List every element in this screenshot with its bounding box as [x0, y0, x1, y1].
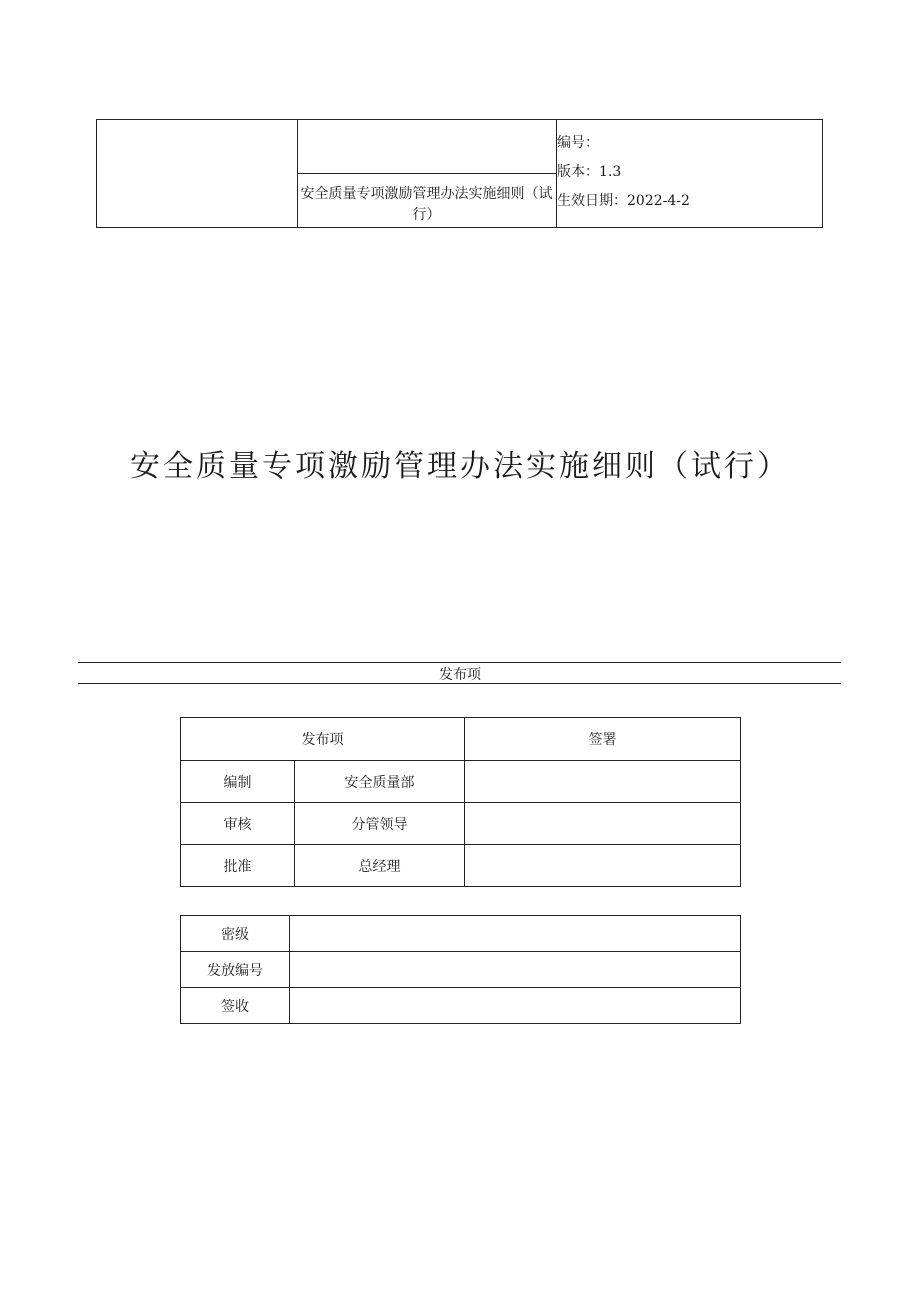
divider [297, 173, 556, 174]
row-label: 密级 [181, 916, 290, 952]
header-doc-title: 安全质量专项激励管理办法实施细则（试行） [300, 186, 553, 223]
table-row [181, 845, 741, 887]
column-header-sign: 签署 [465, 718, 741, 761]
signature-cell [465, 803, 741, 845]
doc-meta-cell [557, 120, 822, 227]
logo-cell [97, 120, 298, 227]
doc-number-label: 编号： [557, 135, 599, 151]
table-row [181, 761, 741, 803]
row-action: 编制 [181, 761, 295, 803]
row-owner: 总经理 [295, 845, 465, 887]
release-table [180, 717, 741, 887]
distribution-table [180, 915, 741, 1024]
signature-cell [465, 761, 741, 803]
column-header-release: 发布项 [181, 718, 465, 761]
table-row [181, 803, 741, 845]
header-table [96, 119, 823, 228]
row-action: 批准 [181, 845, 295, 887]
banner-top-rule [78, 662, 841, 663]
page-title: 安全质量专项激励管理办法实施细则（试行） [130, 449, 790, 484]
doc-version-label: 版本：1.3 [557, 164, 622, 180]
row-action: 审核 [181, 803, 295, 845]
value-cell [290, 952, 741, 988]
value-cell [290, 988, 741, 1024]
table-header-row [181, 718, 741, 761]
value-cell [290, 916, 741, 952]
table-row [181, 952, 741, 988]
table-row [181, 916, 741, 952]
release-banner: 发布项 [439, 667, 481, 683]
row-owner: 分管领导 [295, 803, 465, 845]
signature-cell [465, 845, 741, 887]
doc-effective-date-label: 生效日期：2022-4-2 [557, 193, 690, 209]
row-owner: 安全质量部 [295, 761, 465, 803]
banner-bottom-rule [78, 683, 841, 684]
row-label: 签收 [181, 988, 290, 1024]
row-label: 发放编号 [181, 952, 290, 988]
doc-title-cell [297, 120, 557, 227]
table-row [181, 988, 741, 1024]
